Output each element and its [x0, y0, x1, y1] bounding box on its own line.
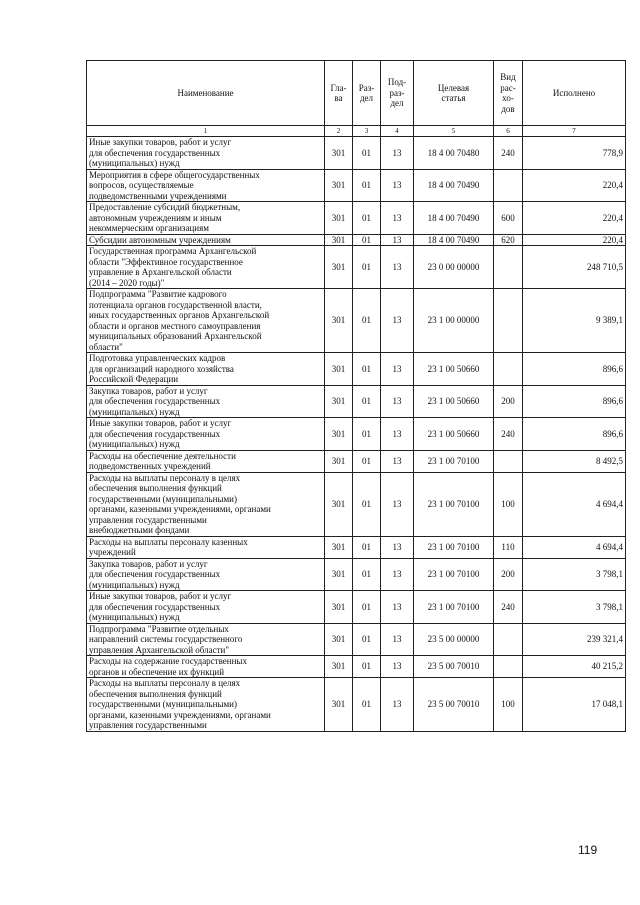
row-name-cell: Подпрограмма "Развитие кадрового потенциала органов государственной власти, иных государственных органов Архангельской области и органов местного самоуправления муниципальных образований Архангельской области": [87, 289, 325, 353]
row-name-cell: Расходы на выплаты персоналу казенных учреждений: [87, 536, 325, 558]
row-vid-cell: [494, 450, 523, 472]
row-podrazdel-cell: 13: [381, 558, 414, 591]
row-glava-cell: 301: [325, 289, 353, 353]
row-vid-cell: [494, 656, 523, 678]
row-statya-cell: 23 1 00 00000: [414, 289, 494, 353]
table-row: [87, 418, 626, 451]
row-ispolneno-cell: 9 389,1: [523, 289, 626, 353]
row-ispolneno-cell: 4 694,4: [523, 472, 626, 536]
table-row: [87, 623, 626, 656]
row-ispolneno-cell: 896,6: [523, 353, 626, 386]
row-statya-cell: 23 1 00 70100: [414, 558, 494, 591]
table-row: [87, 353, 626, 386]
row-vid-cell: 200: [494, 385, 523, 418]
row-name-cell: Мероприятия в сфере общегосударственных вопросов, осуществляемые подведомственными учреждениями: [87, 169, 325, 202]
row-name-cell: Закупка товаров, работ и услуг для обеспечения государственных (муниципальных) нужд: [87, 385, 325, 418]
row-glava-cell: 301: [325, 137, 353, 170]
row-ispolneno-cell: 248 710,5: [523, 246, 626, 289]
row-podrazdel-cell: 13: [381, 591, 414, 624]
row-podrazdel-cell: 13: [381, 246, 414, 289]
row-vid-cell: 200: [494, 558, 523, 591]
row-razdel-cell: 01: [353, 678, 381, 732]
column-number: 2: [325, 126, 353, 137]
page-number: 119: [578, 843, 598, 857]
row-statya-cell: 18 4 00 70480: [414, 137, 494, 170]
row-name-cell: Подготовка управленческих кадров для организаций народного хозяйства Российской Федерации: [87, 353, 325, 386]
row-razdel-cell: 01: [353, 353, 381, 386]
row-glava-cell: 301: [325, 234, 353, 246]
row-name-cell: Закупка товаров, работ и услуг для обеспечения государственных (муниципальных) нужд: [87, 558, 325, 591]
row-glava-cell: 301: [325, 678, 353, 732]
row-razdel-cell: 01: [353, 385, 381, 418]
row-ispolneno-cell: 220,4: [523, 169, 626, 202]
row-name-cell: Субсидии автономным учреждениям: [87, 234, 325, 246]
row-razdel-cell: 01: [353, 289, 381, 353]
row-podrazdel-cell: 13: [381, 202, 414, 235]
row-ispolneno-cell: 778,9: [523, 137, 626, 170]
row-glava-cell: 301: [325, 246, 353, 289]
row-vid-cell: [494, 353, 523, 386]
row-podrazdel-cell: 13: [381, 234, 414, 246]
row-statya-cell: 18 4 00 70490: [414, 169, 494, 202]
row-podrazdel-cell: 13: [381, 169, 414, 202]
row-podrazdel-cell: 13: [381, 472, 414, 536]
header-glava: Гла- ва: [325, 61, 353, 126]
row-ispolneno-cell: 896,6: [523, 385, 626, 418]
table-header-row: [87, 61, 626, 126]
column-number: 7: [523, 126, 626, 137]
row-podrazdel-cell: 13: [381, 536, 414, 558]
row-podrazdel-cell: 13: [381, 137, 414, 170]
row-podrazdel-cell: 13: [381, 289, 414, 353]
row-statya-cell: 23 5 00 00000: [414, 623, 494, 656]
header-name: Наименование: [87, 61, 325, 126]
row-name-cell: Подпрограмма "Развитие отдельных направлений системы государственного управления Архангельской области": [87, 623, 325, 656]
row-vid-cell: [494, 623, 523, 656]
row-vid-cell: 620: [494, 234, 523, 246]
budget-table: [86, 60, 626, 732]
row-glava-cell: 301: [325, 558, 353, 591]
row-vid-cell: 110: [494, 536, 523, 558]
row-razdel-cell: 01: [353, 169, 381, 202]
row-statya-cell: 23 1 00 50660: [414, 385, 494, 418]
row-name-cell: Расходы на выплаты персоналу в целях обеспечения выполнения функций государственными (муниципальными) органами, казенными учреждениями, органами управления государственными внебюджетными фондами: [87, 472, 325, 536]
column-number: 5: [414, 126, 494, 137]
header-ispolneno: Исполнено: [523, 61, 626, 126]
table-row: [87, 591, 626, 624]
table-row: [87, 169, 626, 202]
row-razdel-cell: 01: [353, 450, 381, 472]
row-podrazdel-cell: 13: [381, 385, 414, 418]
row-razdel-cell: 01: [353, 472, 381, 536]
row-glava-cell: 301: [325, 169, 353, 202]
table-row: [87, 656, 626, 678]
row-ispolneno-cell: 3 798,1: [523, 591, 626, 624]
row-statya-cell: 23 5 00 70010: [414, 656, 494, 678]
row-glava-cell: 301: [325, 450, 353, 472]
row-vid-cell: [494, 246, 523, 289]
row-podrazdel-cell: 13: [381, 450, 414, 472]
row-razdel-cell: 01: [353, 656, 381, 678]
row-vid-cell: 600: [494, 202, 523, 235]
table-row: [87, 289, 626, 353]
header-podrazdel: Под- раз- дел: [381, 61, 414, 126]
row-name-cell: Расходы на выплаты персоналу в целях обеспечения выполнения функций государственными (муниципальными) органами, казенными учреждениями, органами управления государственными: [87, 678, 325, 732]
row-vid-cell: 240: [494, 591, 523, 624]
table-body: [87, 137, 626, 732]
row-statya-cell: 18 4 00 70490: [414, 202, 494, 235]
row-razdel-cell: 01: [353, 418, 381, 451]
column-number: 6: [494, 126, 523, 137]
row-vid-cell: [494, 289, 523, 353]
row-vid-cell: 240: [494, 418, 523, 451]
row-podrazdel-cell: 13: [381, 623, 414, 656]
row-razdel-cell: 01: [353, 137, 381, 170]
row-statya-cell: 23 1 00 70100: [414, 591, 494, 624]
row-name-cell: Расходы на обеспечение деятельности подведомственных учреждений: [87, 450, 325, 472]
header-statya: Целевая статья: [414, 61, 494, 126]
row-name-cell: Иные закупки товаров, работ и услуг для обеспечения государственных (муниципальных) нужд: [87, 591, 325, 624]
row-ispolneno-cell: 8 492,5: [523, 450, 626, 472]
row-statya-cell: 23 1 00 70100: [414, 536, 494, 558]
header-razdel: Раз- дел: [353, 61, 381, 126]
row-vid-cell: 100: [494, 678, 523, 732]
row-name-cell: Иные закупки товаров, работ и услуг для обеспечения государственных (муниципальных) нужд: [87, 137, 325, 170]
row-glava-cell: 301: [325, 353, 353, 386]
row-razdel-cell: 01: [353, 202, 381, 235]
row-vid-cell: 240: [494, 137, 523, 170]
row-podrazdel-cell: 13: [381, 418, 414, 451]
row-glava-cell: 301: [325, 591, 353, 624]
row-ispolneno-cell: 17 048,1: [523, 678, 626, 732]
row-statya-cell: 23 1 00 70100: [414, 472, 494, 536]
header-vid: Вид рас- хо- дов: [494, 61, 523, 126]
row-glava-cell: 301: [325, 418, 353, 451]
row-name-cell: Предоставление субсидий бюджетным, автономным учреждениям и иным некоммерческим организациям: [87, 202, 325, 235]
row-ispolneno-cell: 896,6: [523, 418, 626, 451]
row-name-cell: Расходы на содержание государственных органов и обеспечение их функций: [87, 656, 325, 678]
row-razdel-cell: 01: [353, 591, 381, 624]
row-statya-cell: 23 5 00 70010: [414, 678, 494, 732]
row-podrazdel-cell: 13: [381, 656, 414, 678]
row-statya-cell: 23 1 00 50660: [414, 353, 494, 386]
row-razdel-cell: 01: [353, 558, 381, 591]
row-ispolneno-cell: 239 321,4: [523, 623, 626, 656]
row-ispolneno-cell: 3 798,1: [523, 558, 626, 591]
table-row: [87, 234, 626, 246]
table-row: [87, 678, 626, 732]
table-row: [87, 385, 626, 418]
row-glava-cell: 301: [325, 472, 353, 536]
row-razdel-cell: 01: [353, 623, 381, 656]
table-row: [87, 472, 626, 536]
row-razdel-cell: 01: [353, 246, 381, 289]
row-ispolneno-cell: 40 215,2: [523, 656, 626, 678]
row-podrazdel-cell: 13: [381, 353, 414, 386]
row-ispolneno-cell: 4 694,4: [523, 536, 626, 558]
row-name-cell: Иные закупки товаров, работ и услуг для обеспечения государственных (муниципальных) нужд: [87, 418, 325, 451]
table-row: [87, 137, 626, 170]
table-row: [87, 202, 626, 235]
row-glava-cell: 301: [325, 656, 353, 678]
row-glava-cell: 301: [325, 202, 353, 235]
row-vid-cell: 100: [494, 472, 523, 536]
table-row: [87, 450, 626, 472]
table-row: [87, 246, 626, 289]
row-ispolneno-cell: 220,4: [523, 202, 626, 235]
column-number-row: [87, 126, 626, 137]
row-ispolneno-cell: 220,4: [523, 234, 626, 246]
column-number: 1: [87, 126, 325, 137]
row-name-cell: Государственная программа Архангельской области "Эффективное государственное управление в Архангельской области (2014 – 2020 годы)": [87, 246, 325, 289]
row-statya-cell: 23 0 00 00000: [414, 246, 494, 289]
row-glava-cell: 301: [325, 385, 353, 418]
row-razdel-cell: 01: [353, 536, 381, 558]
row-podrazdel-cell: 13: [381, 678, 414, 732]
column-number: 3: [353, 126, 381, 137]
row-statya-cell: 18 4 00 70490: [414, 234, 494, 246]
row-glava-cell: 301: [325, 536, 353, 558]
table-row: [87, 558, 626, 591]
table-row: [87, 536, 626, 558]
row-razdel-cell: 01: [353, 234, 381, 246]
column-number: 4: [381, 126, 414, 137]
row-vid-cell: [494, 169, 523, 202]
row-glava-cell: 301: [325, 623, 353, 656]
row-statya-cell: 23 1 00 50660: [414, 418, 494, 451]
row-statya-cell: 23 1 00 70100: [414, 450, 494, 472]
